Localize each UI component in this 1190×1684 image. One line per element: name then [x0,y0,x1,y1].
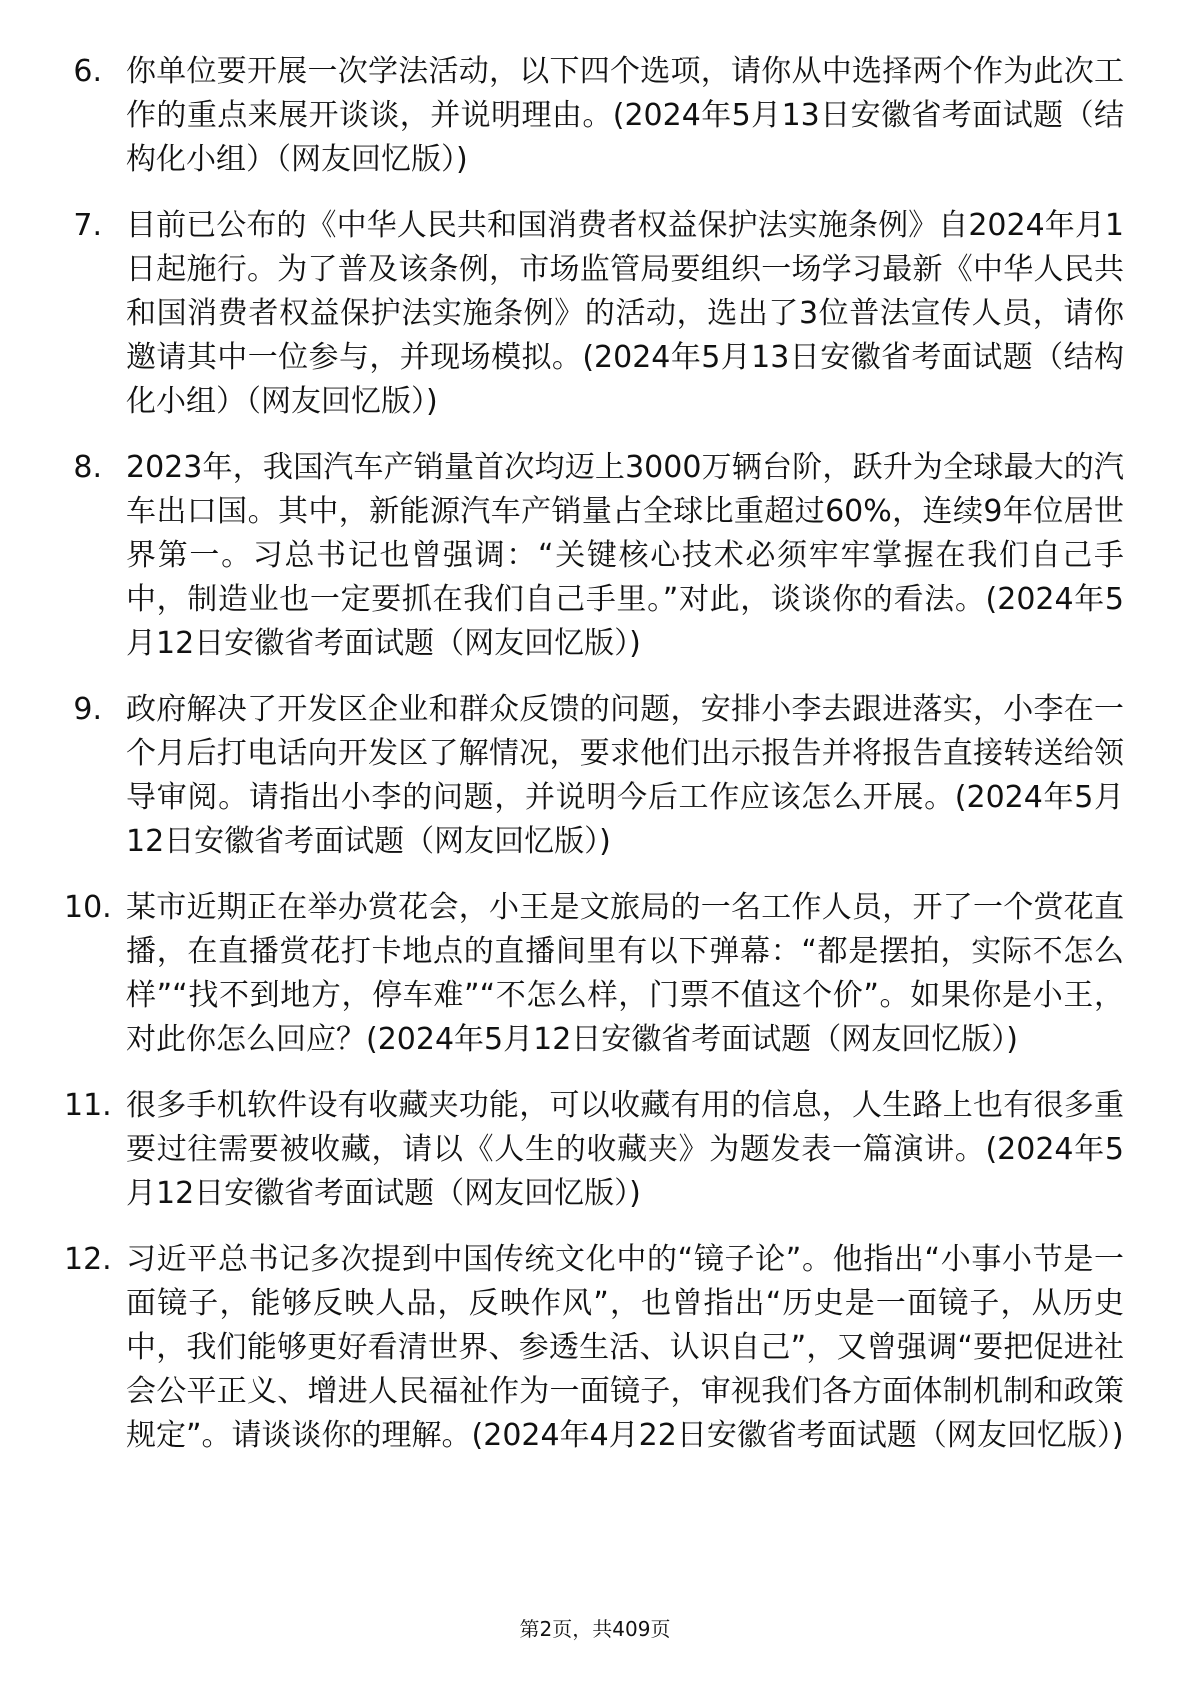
question-item [64,204,1124,424]
question-number: 8. [73,450,102,485]
question-item [64,886,1124,1062]
question-text: 2023年，我国汽车产销量首次均迈上3000万辆台阶，跃升为全球最大的汽车出口国。其中，新能源汽车产销量占全球比重超过60%，连续9年位居世界第一。习总书记也曾强调：“关键核心技术必须牢牢掌握在我们自己手中，制造业也一定要抓在我们自己手里。”对此，谈谈你的看法。(2024年5月12日安徽省考面试题（网友回忆版）) [126,450,1124,661]
question-text: 很多手机软件设有收藏夹功能，可以收藏有用的信息，人生路上也有很多重要过往需要被收藏，请以《人生的收藏夹》为题发表一篇演讲。(2024年5月12日安徽省考面试题（网友回忆版）) [126,1088,1124,1211]
question-number: 7. [73,208,102,243]
question-number: 10. [64,890,112,925]
question-number: 6. [73,54,102,89]
question-number: 11. [64,1088,112,1123]
page-footer: 第2页，共409页 [519,1617,671,1641]
question-text: 习近平总书记多次提到中国传统文化中的“镜子论”。他指出“小事小节是一面镜子，能够反映人品，反映作风”，也曾指出“历史是一面镜子，从历史中，我们能够更好看清世界、参透生活、认识自己”，又曾强调“要把促进社会公平正义、增进人民福祉作为一面镜子，审视我们各方面体制机制和政策规定”。请谈谈你的理解。(2024年4月22日安徽省考面试题（网友回忆版）) [126,1242,1124,1453]
question-item [64,1084,1124,1216]
question-text: 你单位要开展一次学法活动，以下四个选项，请你从中选择两个作为此次工作的重点来展开谈谈，并说明理由。(2024年5月13日安徽省考面试题（结构化小组）（网友回忆版）) [126,54,1124,177]
question-item [64,688,1124,864]
question-text: 某市近期正在举办赏花会，小王是文旅局的一名工作人员，开了一个赏花直播，在直播赏花打卡地点的直播间里有以下弹幕：“都是摆拍，实际不怎么样”“找不到地方，停车难”“不怎么样，门票不值这个价”。如果你是小王，对此你怎么回应？(2024年5月12日安徽省考面试题（网友回忆版）) [126,890,1124,1057]
question-number: 12. [64,1242,112,1277]
question-item [64,446,1124,666]
question-item [64,50,1124,182]
question-text: 政府解决了开发区企业和群众反馈的问题，安排小李去跟进落实，小李在一个月后打电话向开发区了解情况，要求他们出示报告并将报告直接转送给领导审阅。请指出小李的问题，并说明今后工作应该怎么开展。(2024年5月12日安徽省考面试题（网友回忆版）) [126,692,1124,859]
question-number: 9. [73,692,102,727]
question-item [64,1238,1124,1458]
question-list [64,50,1124,1480]
question-text: 目前已公布的《中华人民共和国消费者权益保护法实施条例》自2024年月1日起施行。为了普及该条例，市场监管局要组织一场学习最新《中华人民共和国消费者权益保护法实施条例》的活动，选出了3位普法宣传人员，请你邀请其中一位参与，并现场模拟。(2024年5月13日安徽省考面试题（结构化小组）（网友回忆版）) [126,208,1124,419]
